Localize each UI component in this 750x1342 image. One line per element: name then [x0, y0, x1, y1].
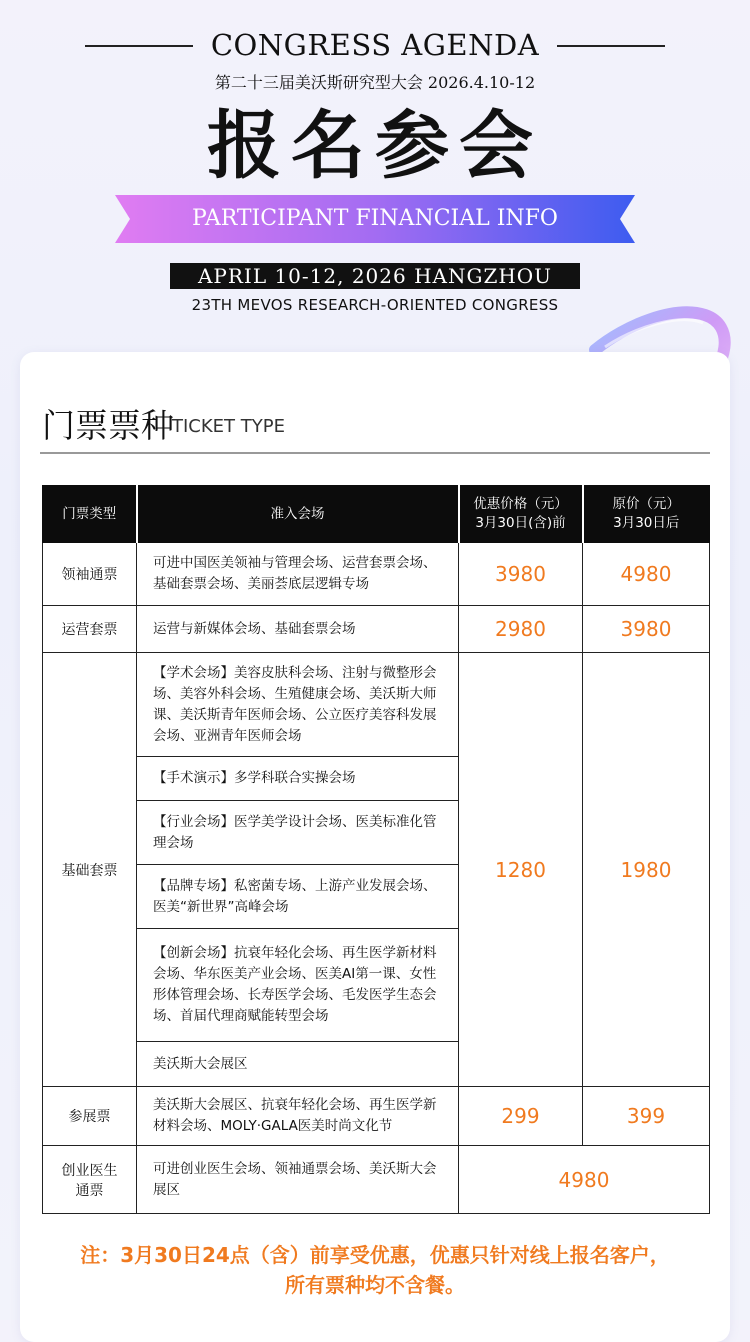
ticket-type-line2: 通票: [75, 1182, 104, 1199]
section-divider: [40, 452, 710, 454]
ribbon-label: PARTICIPANT FINANCIAL INFO: [192, 206, 558, 231]
table-row: [43, 1146, 710, 1214]
venue-cell: 【创新会场】抗衰年轻化会场、再生医学新材料会场、华东医美产业会场、医美AI第一课、女性形体管理会场、长寿医学会场、毛发医学生态会场、首届代理商赋能转型会场: [137, 929, 459, 1042]
header-early-line1: 优惠价格（元）: [473, 496, 568, 512]
ticket-type: [43, 1146, 137, 1214]
header-early-line2: 3月30日(含)前: [475, 515, 566, 531]
early-price: 2980: [459, 606, 583, 653]
note-line2: 所有票种均不含餐。: [285, 1273, 465, 1297]
header-ticket-type: 门票类型: [43, 486, 137, 543]
page-main-title: 报名参会: [207, 103, 543, 189]
venue-cell: 【行业会场】医学美学设计会场、医美标准化管理会场: [137, 801, 459, 865]
early-price: 3980: [459, 543, 583, 606]
date-location: APRIL 10-12, 2026 HANGZHOU: [197, 264, 553, 288]
congress-english-name: 23TH MEVOS RESEARCH-ORIENTED CONGRESS: [191, 296, 559, 314]
header-early-price: [459, 486, 583, 543]
regular-price: 3980: [583, 606, 710, 653]
ticket-table: [42, 485, 710, 1214]
venue-cell: 美沃斯大会展区: [137, 1042, 459, 1087]
congress-agenda-title: CONGRESS AGENDA: [210, 28, 540, 62]
ticket-type-line1: 创业医生: [61, 1162, 118, 1179]
venue-cell: 【手术演示】多学科联合实操会场: [137, 757, 459, 801]
venue-cell: 【品牌专场】私密菌专场、上游产业发展会场、医美“新世界”高峰会场: [137, 865, 459, 929]
regular-price: 1980: [583, 653, 710, 1087]
table-header-row: [43, 486, 710, 543]
venue-cell: 美沃斯大会展区、抗衰年轻化会场、再生医学新材料会场、MOLY·GALA医美时尚文化节: [137, 1087, 459, 1146]
header-regular-price: [583, 486, 710, 543]
section-title: 门票票种: [42, 406, 174, 445]
regular-price: 4980: [583, 543, 710, 606]
pricing-note: [0, 1240, 750, 1300]
venue-cell: 可进中国医美领袖与管理会场、运营套票会场、基础套票会场、美丽荟底层逻辑专场: [137, 543, 459, 606]
header-regular-line2: 3月30日后: [613, 515, 680, 531]
table-row: [43, 653, 710, 757]
table-row: [43, 543, 710, 606]
header-venue: 准入会场: [137, 486, 459, 543]
venue-cell: 【学术会场】美容皮肤科会场、注射与微整形会场、美容外科会场、生殖健康会场、美沃斯大师课、美沃斯青年医师会场、公立医疗美容科发展会场、亚洲青年医师会场: [137, 653, 459, 757]
table-row: [43, 1087, 710, 1146]
ticket-type: 领袖通票: [43, 543, 137, 606]
regular-price: 399: [583, 1087, 710, 1146]
section-title-en: TICKET TYPE: [172, 416, 285, 437]
early-price: 1280: [459, 653, 583, 1087]
note-line1: 注：3月30日24点（含）前享受优惠，优惠只针对线上报名客户，: [80, 1243, 670, 1267]
merged-price: 4980: [459, 1146, 710, 1214]
table-row: [43, 606, 710, 653]
venue-cell: 运营与新媒体会场、基础套票会场: [137, 606, 459, 653]
ticket-type: 参展票: [43, 1087, 137, 1146]
header-regular-line1: 原价（元）: [612, 496, 680, 512]
venue-cell: 可进创业医生会场、领袖通票会场、美沃斯大会展区: [137, 1146, 459, 1214]
early-price: 299: [459, 1087, 583, 1146]
congress-subtitle: 第二十三届美沃斯研究型大会 2026.4.10-12: [214, 73, 536, 92]
ticket-type: 运营套票: [43, 606, 137, 653]
ticket-type: 基础套票: [43, 653, 137, 1087]
